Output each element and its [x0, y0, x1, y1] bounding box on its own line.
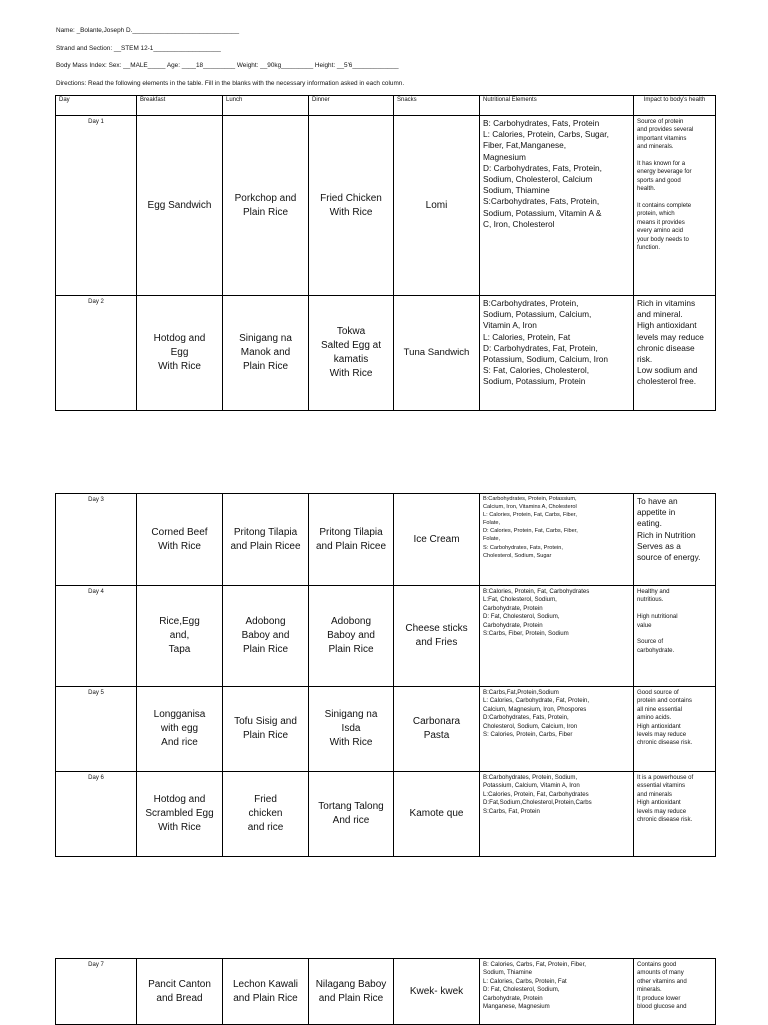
strand-section: Strand and Section: __STEM 12-1___________________ — [56, 45, 221, 52]
day-label: Day 5 — [56, 687, 137, 772]
day-label: Day 1 — [56, 116, 137, 296]
nutrition-cell: B: Carbohydrates, Fats, Protein L: Calories, Protein, Carbs, Sugar, Fiber, Fat,Manganese, Magnesium D: Carbohydrates, Fats, Protein, Sodium, Cholesterol, Calcium Sodium, Thiamine S:Carbohydrates, Fats, Protein, Sodium, Potassium, Vitamin A & C, Iron, Cholesterol — [480, 116, 634, 296]
dinner-cell: Tortang Talong And rice — [309, 772, 394, 857]
table-row-day-7 — [56, 959, 716, 1025]
col-header-breakfast: Breakfast — [137, 96, 223, 116]
nutrition-cell: B:Carbs,Fat,Protein,Sodium L: Calories, Carbohydrate, Fat, Protein, Calcium, Magnesium, Iron, Phospores D:Carbohydrates, Fats, Protein, Cholesterol, Sodium, Calcium, Iron S: Calories, Protein, Carbs, Fiber — [480, 687, 634, 772]
nutrition-cell: B:Carbohydrates, Protein, Potassium, Calcium, Iron, Vitamins A, Cholesterol L: Calories, Protein, Fat, Carbs, Fiber, Folate, D: Calories, Protein, Fat, Carbs, Fiber, Folate, S: Carbohydrates, Fats, Protein, Cholesterol, Sodium, Sugar — [480, 494, 634, 586]
snacks-cell: Carbonara Pasta — [394, 687, 480, 772]
meal-table-page-3 — [55, 958, 716, 1025]
meal-table-page-1 — [55, 95, 716, 411]
day-label: Day 4 — [56, 586, 137, 687]
dinner-cell: Sinigang na Isda With Rice — [309, 687, 394, 772]
meal-table-page-2 — [55, 493, 716, 857]
breakfast-cell: Egg Sandwich — [137, 116, 223, 296]
breakfast-cell: Longganisa with egg And rice — [137, 687, 223, 772]
breakfast-cell: Pancit Canton and Bread — [137, 959, 223, 1025]
col-header-impact: Impact to body's health — [634, 96, 716, 116]
col-header-day: Day — [56, 96, 137, 116]
day-label: Day 6 — [56, 772, 137, 857]
breakfast-cell: Hotdog and Scrambled Egg With Rice — [137, 772, 223, 857]
dinner-cell: Nilagang Baboy and Plain Rice — [309, 959, 394, 1025]
lunch-cell: Sinigang na Manok and Plain Rice — [223, 296, 309, 411]
snacks-cell: Ice Cream — [394, 494, 480, 586]
day-label: Day 2 — [56, 296, 137, 411]
lunch-cell: Fried chicken and rice — [223, 772, 309, 857]
table-row-day-6 — [56, 772, 716, 857]
lunch-cell: Adobong Baboy and Plain Rice — [223, 586, 309, 687]
lunch-cell: Porkchop and Plain Rice — [223, 116, 309, 296]
table-row-day-4 — [56, 586, 716, 687]
impact-cell: Rich in vitamins and mineral. High antioxidant levels may reduce chronic disease risk. Low sodium and cholesterol free. — [634, 296, 716, 411]
dinner-cell: Adobong Baboy and Plain Rice — [309, 586, 394, 687]
table-row-day-1 — [56, 116, 716, 296]
breakfast-cell: Corned Beef With Rice — [137, 494, 223, 586]
impact-cell: Source of protein and provides several important vitamins and minerals. It has known for a energy beverage for sports and good health. It contains complete protein, which means it provides every amino acid your body needs to function. — [634, 116, 716, 296]
col-header-lunch: Lunch — [223, 96, 309, 116]
col-header-dinner: Dinner — [309, 96, 394, 116]
body-mass-index: Body Mass Index: Sex: __MALE_____ Age: ____18_________ Weight: __90kg_________ Height: __5'6_____________ — [56, 62, 399, 69]
table-row-day-2 — [56, 296, 716, 411]
impact-cell: Healthy and nutritious. High nutritional value Source of carbohydrate. — [634, 586, 716, 687]
table-header-row — [56, 96, 716, 116]
dinner-cell: Tokwa Salted Egg at kamatis With Rice — [309, 296, 394, 411]
directions: Directions: Read the following elements in the table. Fill in the blanks with the necessary information asked in each column. — [56, 80, 405, 87]
impact-cell: Contains good amounts of many other vitamins and minerals. It produce lower blood glucose and — [634, 959, 716, 1025]
dinner-cell: Pritong Tilapia and Plain Ricee — [309, 494, 394, 586]
nutrition-cell: B:Carbohydrates, Protein, Sodium, Potassium, Calcium, Vitamin A, Iron L: Calories, Protein, Fat D: Carbohydrates, Fat, Protein, Potassium, Sodium, Calcium, Iron S: Fat, Calories, Cholesterol, Sodium, Potassium, Protein — [480, 296, 634, 411]
breakfast-cell: Rice,Egg and, Tapa — [137, 586, 223, 687]
lunch-cell: Lechon Kawali and Plain Rice — [223, 959, 309, 1025]
impact-cell: Good source of protein and contains all nine essential amino acids. High antioxidant levels may reduce chronic disease risk. — [634, 687, 716, 772]
snacks-cell: Tuna Sandwich — [394, 296, 480, 411]
col-header-snacks: Snacks — [394, 96, 480, 116]
lunch-cell: Pritong Tilapia and Plain Ricee — [223, 494, 309, 586]
nutrition-cell: B:Carbohydrates, Protein, Sodium, Potassium, Calcium, Vitamin A, Iron L:Calories, Protein, Fat, Carbohydrates D:Fat,Sodium,Cholesterol,Protein,Carbs S:Carbs, Fat, Protein — [480, 772, 634, 857]
snacks-cell: Kwek- kwek — [394, 959, 480, 1025]
day-label: Day 3 — [56, 494, 137, 586]
lunch-cell: Tofu Sisig and Plain Rice — [223, 687, 309, 772]
table-row-day-3 — [56, 494, 716, 586]
impact-cell: It is a powerhouse of essential vitamins and minerals High antioxidant levels may reduce chronic disease risk. — [634, 772, 716, 857]
snacks-cell: Kamote que — [394, 772, 480, 857]
col-header-nutrition: Nutritional Elements — [480, 96, 634, 116]
impact-cell: To have an appetite in eating. Rich in Nutrition Serves as a source of energy. — [634, 494, 716, 586]
nutrition-cell: B:Calories, Protein, Fat, Carbohydrates L:Fat, Cholesterol, Sodium, Carbohydrate, Protein D: Fat, Cholesterol, Sodium, Carbohydrate, Protein S:Carbs, Fiber, Protein, Sodium — [480, 586, 634, 687]
day-label: Day 7 — [56, 959, 137, 1025]
nutrition-cell: B: Calories, Carbs, Fat, Protein, Fiber, Sodium, Thiamine L: Calories, Carbs, Protein, Fat D: Fat, Cholesterol, Sodium, Carbohydrate, Protein Manganese, Magnesium — [480, 959, 634, 1025]
snacks-cell: Lomi — [394, 116, 480, 296]
table-row-day-5 — [56, 687, 716, 772]
dinner-cell: Fried Chicken With Rice — [309, 116, 394, 296]
snacks-cell: Cheese sticks and Fries — [394, 586, 480, 687]
breakfast-cell: Hotdog and Egg With Rice — [137, 296, 223, 411]
student-name: Name: _Bolante,Joseph D.______________________________ — [56, 27, 240, 34]
